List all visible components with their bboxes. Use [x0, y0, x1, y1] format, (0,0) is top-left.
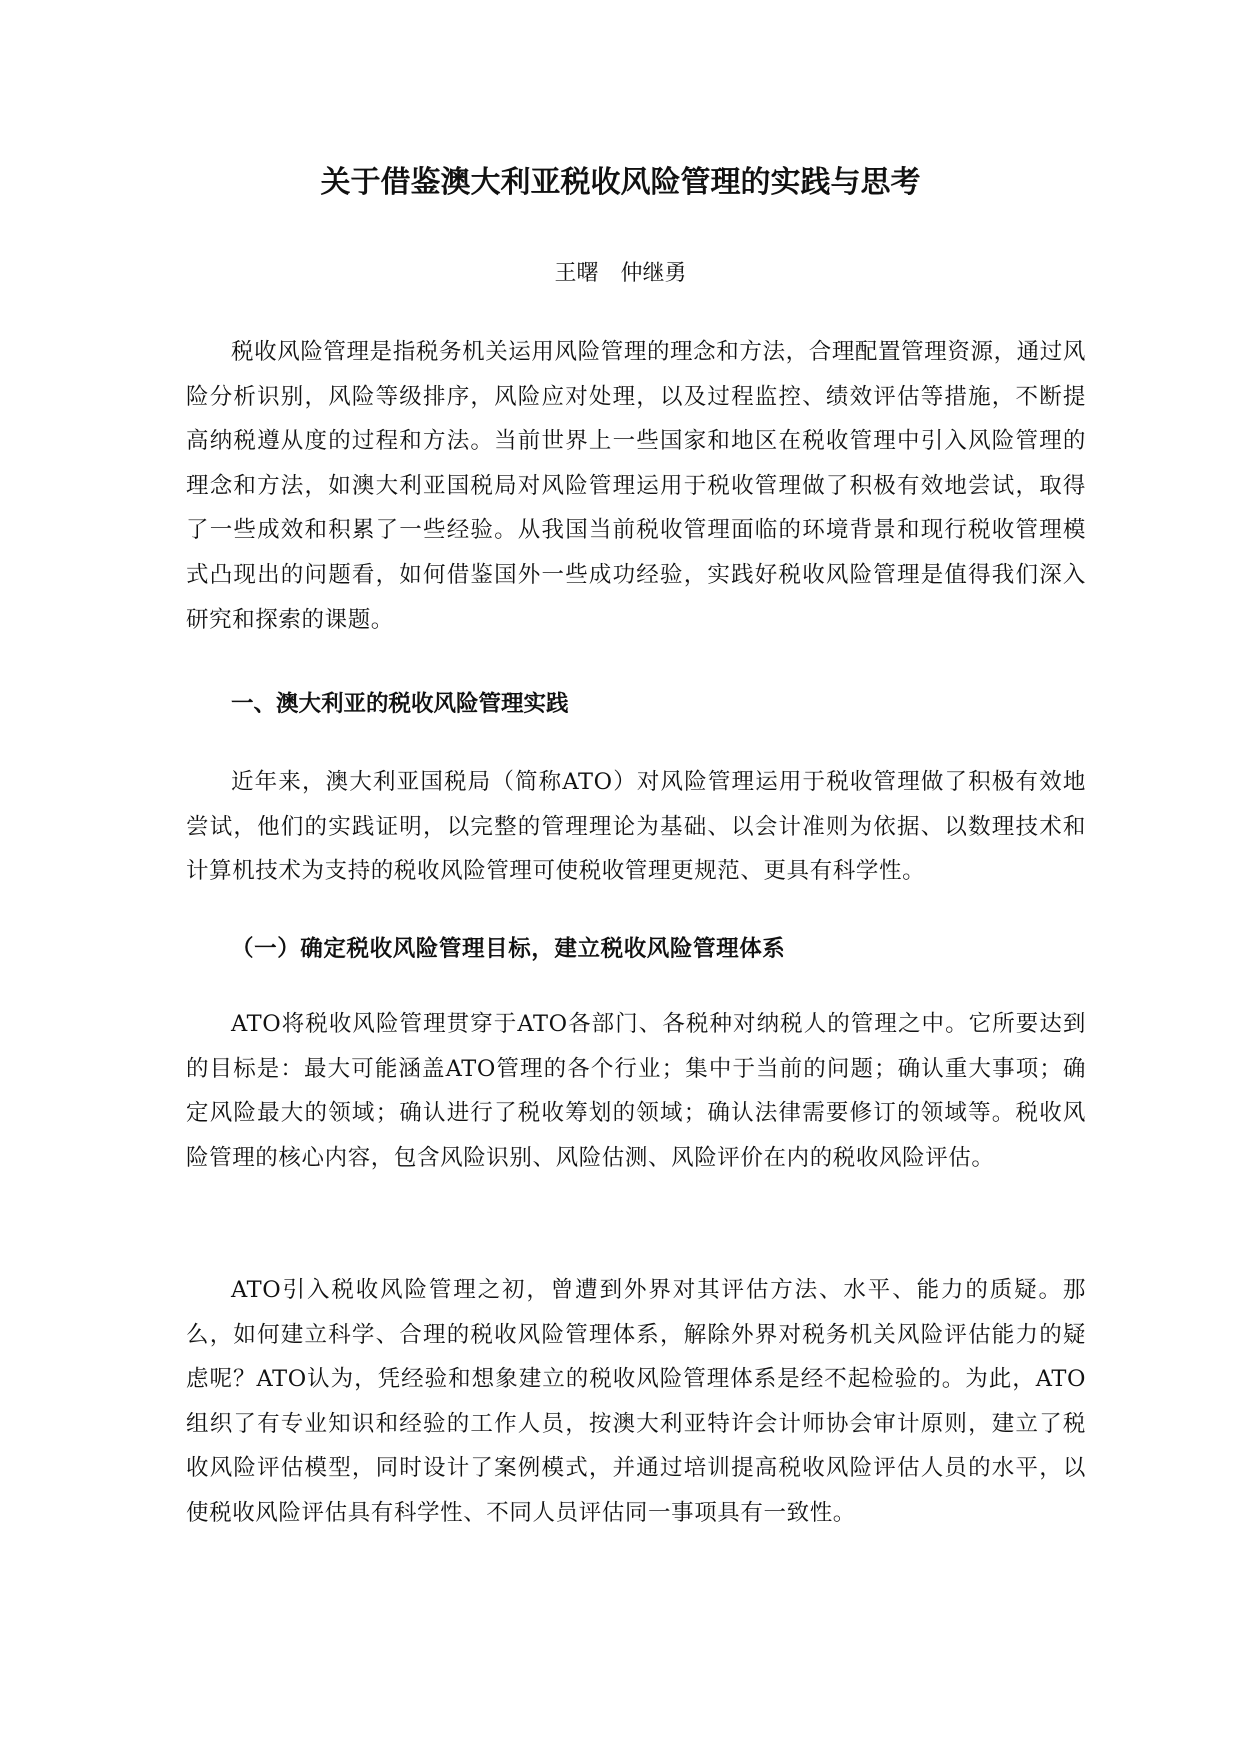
subsection-heading-1: （一）确定税收风险管理目标，建立税收风险管理体系: [231, 936, 786, 962]
section-1-paragraph: 近年来，澳大利亚国税局（简称ATO）对风险管理运用于税收管理做了积极有效地尝试，他们的实践证明，以完整的管理理论为基础、以会计准则为依据、以数理技术和计算机技术为支持的税收风险管理可使税收管理更规范、更具有科学性。: [186, 769, 1086, 885]
document-title: 关于借鉴澳大利亚税收风险管理的实践与思考: [320, 165, 921, 200]
section-heading-1: 一、澳大利亚的税收风险管理实践: [231, 691, 569, 717]
subsection-1-paragraph-2: ATO引入税收风险管理之初，曾遭到外界对其评估方法、水平、能力的质疑。那么，如何建立科学、合理的税收风险管理体系，解除外界对税务机关风险评估能力的疑虑呢？ATO认为，凭经验和想象建立的税收风险管理体系是经不起检验的。为此，ATO组织了有专业知识和经验的工作人员，按澳大利亚特许会计师协会审计原则，建立了税收风险评估模型，同时设计了案例模式，并通过培训提高税收风险评估人员的水平，以使税收风险评估具有科学性、不同人员评估同一事项具有一致性。: [186, 1277, 1086, 1526]
intro-paragraph: 税收风险管理是指税务机关运用风险管理的理念和方法，合理配置管理资源，通过风险分析识别，风险等级排序，风险应对处理，以及过程监控、绩效评估等措施，不断提高纳税遵从度的过程和方法。当前世界上一些国家和地区在税收管理中引入风险管理的理念和方法，如澳大利亚国税局对风险管理运用于税收管理做了积极有效地尝试，取得了一些成效和积累了一些经验。从我国当前税收管理面临的环境背景和现行税收管理模式凸现出的问题看，如何借鉴国外一些成功经验，实践好税收风险管理是值得我们深入研究和探索的课题。: [186, 339, 1086, 633]
subsection-1-paragraph-1: ATO将税收风险管理贯穿于ATO各部门、各税种对纳税人的管理之中。它所要达到的目标是：最大可能涵盖ATO管理的各个行业；集中于当前的问题；确认重大事项；确定风险最大的领域；确认进行了税收筹划的领域；确认法律需要修订的领域等。税收风险管理的核心内容，包含风险识别、风险估测、风险评价在内的税收风险评估。: [186, 1011, 1086, 1171]
document-authors: 王曙 仲继勇: [554, 261, 687, 286]
